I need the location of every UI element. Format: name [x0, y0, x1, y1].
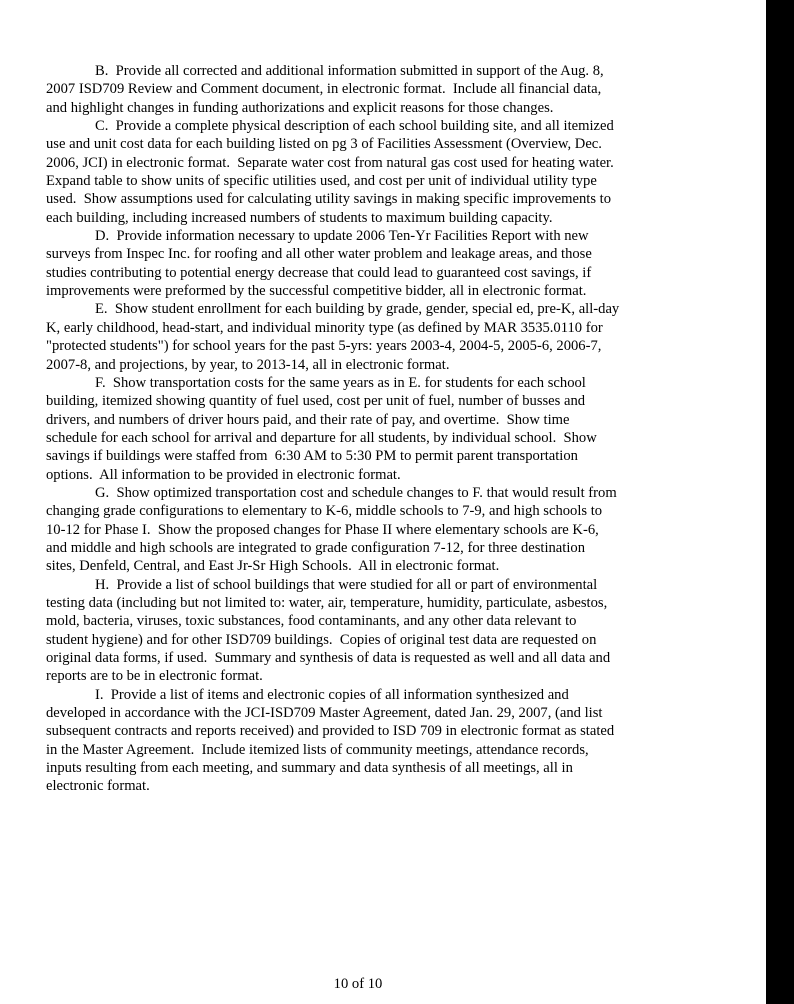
text-line: used. Show assumptions used for calculating utility savings in making specific improvements to	[46, 191, 612, 208]
text-line: studies contributing to potential energy decrease that could lead to guaranteed cost savings, if	[46, 264, 592, 281]
paragraph-h	[46, 576, 672, 686]
text-line: and middle and high schools are integrated to grade configuration 7-12, for three destination	[46, 539, 585, 556]
paragraph-g	[46, 484, 672, 576]
text-line: subsequent contracts and reports received) and provided to ISD 709 in electronic format as stated	[46, 723, 615, 740]
text-line: 2007 ISD709 Review and Comment document, in electronic format. Include all financial data,	[46, 81, 602, 98]
text-line: schedule for each school for arrival and departure for all students, by individual school. Show	[46, 429, 597, 446]
text-line: F. Show transportation costs for the same years as in E. for students for each school	[95, 374, 586, 391]
document-body	[46, 62, 672, 796]
text-line: 2006, JCI) in electronic format. Separate water cost from natural gas cost used for heating water.	[46, 154, 614, 171]
text-line: student hygiene) and for other ISD709 buildings. Copies of original test data are requested on	[46, 631, 597, 648]
text-line: Expand table to show units of specific utilities used, and cost per unit of individual utility type	[46, 173, 597, 190]
text-line: in the Master Agreement. Include itemized lists of community meetings, attendance records,	[46, 741, 589, 758]
text-line: 2007-8, and projections, by year, to 2013-14, all in electronic format.	[46, 356, 450, 373]
text-line: I. Provide a list of items and electronic copies of all information synthesized and	[95, 686, 569, 703]
viewer-edge-bar	[766, 0, 794, 1004]
text-line: H. Provide a list of school buildings that were studied for all or part of environmental	[95, 576, 598, 593]
paragraph-b	[46, 62, 672, 117]
text-line: testing data (including but not limited to: water, air, temperature, humidity, particulate, asbestos,	[46, 594, 608, 611]
paragraph-f	[46, 374, 672, 484]
text-line: mold, bacteria, viruses, toxic substances, food contaminants, and any other data relevant to	[46, 613, 577, 630]
paragraph-i	[46, 686, 672, 796]
text-line: drivers, and numbers of driver hours paid, and their rate of pay, and overtime. Show time	[46, 411, 570, 428]
text-line: changing grade configurations to elementary to K-6, middle schools to 7-9, and high schools to	[46, 503, 603, 520]
text-line: improvements were preformed by the successful competitive bidder, all in electronic format.	[46, 283, 587, 300]
text-line: D. Provide information necessary to update 2006 Ten-Yr Facilities Report with new	[95, 228, 589, 245]
text-line: use and unit cost data for each building listed on pg 3 of Facilities Assessment (Overview, Dec.	[46, 136, 602, 153]
text-line: reports are to be in electronic format.	[46, 668, 263, 685]
page-number: 10 of 10	[333, 976, 383, 992]
text-line: B. Provide all corrected and additional information submitted in support of the Aug. 8,	[95, 63, 604, 79]
text-line: developed in accordance with the JCI-ISD709 Master Agreement, dated Jan. 29, 2007, (and list	[46, 705, 603, 722]
text-line: and highlight changes in funding authorizations and explicit reasons for those changes.	[46, 99, 554, 116]
text-line: options. All information to be provided in electronic format.	[46, 466, 401, 483]
text-line: C. Provide a complete physical description of each school building site, and all itemized	[95, 118, 614, 135]
text-line: "protected students") for school years for the past 5-yrs: years 2003-4, 2004-5, 2005-6, 2006-7,	[46, 338, 602, 355]
paragraph-d	[46, 227, 672, 300]
text-line: G. Show optimized transportation cost and schedule changes to F. that would result from	[95, 484, 617, 501]
text-line: E. Show student enrollment for each building by grade, gender, special ed, pre-K, all-day	[95, 301, 620, 318]
text-line: building, itemized showing quantity of fuel used, cost per unit of fuel, number of busses and	[46, 393, 586, 410]
text-line: sites, Denfeld, Central, and East Jr-Sr High Schools. All in electronic format.	[46, 558, 500, 575]
paragraph-e	[46, 300, 672, 373]
text-line: original data forms, if used. Summary and synthesis of data is requested as well and all data and	[46, 650, 611, 666]
text-line: K, early childhood, head-start, and individual minority type (as defined by MAR 3535.0110 for	[46, 319, 603, 336]
paragraph-c	[46, 117, 672, 227]
text-line: each building, including increased numbers of students to maximum building capacity.	[46, 209, 553, 226]
text-line: electronic format.	[46, 778, 150, 795]
text-line: inputs resulting from each meeting, and summary and data synthesis of all meetings, all in	[46, 760, 573, 777]
text-line: surveys from Inspec Inc. for roofing and all other water problem and leakage areas, and those	[46, 246, 592, 263]
text-line: savings if buildings were staffed from 6:30 AM to 5:30 PM to permit parent transportation	[46, 448, 578, 465]
text-line: 10-12 for Phase I. Show the proposed changes for Phase II where elementary schools are K-6,	[46, 521, 599, 538]
